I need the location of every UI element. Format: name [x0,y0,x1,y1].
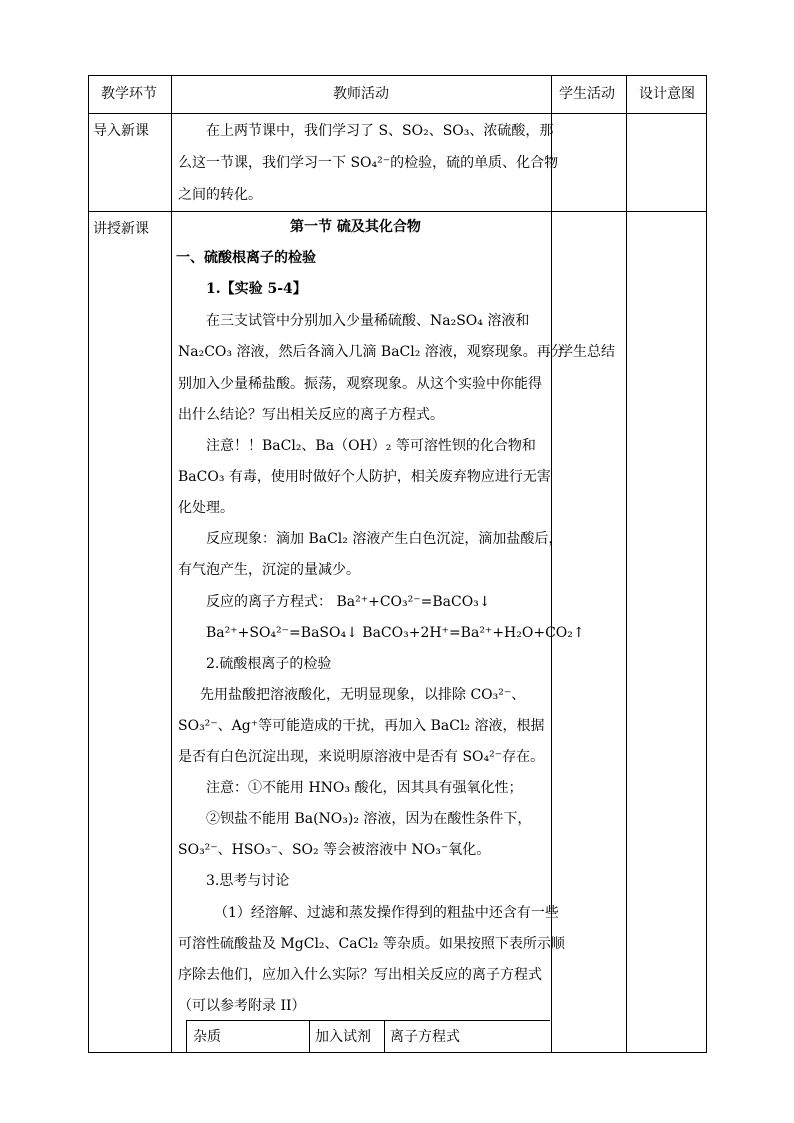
table-border-left [88,75,89,1053]
experiment-line-2: Na₂CO₃ 溶液，然后各滴入几滴 BaCl₂ 溶液，观察现象。再分 [178,344,565,360]
discussion-line-2: 可溶性硫酸盐及 MgCl₂、CaCl₂ 等杂质。如果按照下表所示顺 [178,936,565,952]
section-2-heading: 2.硫酸根离子的检验 [206,656,332,672]
intro-line-3: 之间的转化。 [178,187,262,203]
equation-line-1: 反应的离子方程式： Ba²⁺+CO₃²⁻=BaCO₃↓ [206,594,491,610]
intro-line-2: 么这一节课，我们学习一下 SO₄²⁻的检验，硫的单质、化合物 [178,155,559,171]
phenomenon-line-2: 有气泡产生，沉淀的量减少。 [178,562,360,578]
discussion-line-1: （1）经溶解、过滤和蒸发操作得到的粗盐中还含有一些 [214,905,559,921]
row2-stage: 讲授新课 [93,221,149,237]
lesson-title: 第一节 硫及其化合物 [290,219,421,235]
table-border-right [706,75,707,1053]
header-design-intent: 设计意图 [639,86,695,102]
intro-line-1: 在上两节课中，我们学习了 S、SO₂、SO₃、浓硫酸，那 [206,123,554,139]
header-stage: 教学环节 [101,86,157,102]
inner-header-reagent: 加入试剂 [315,1029,371,1045]
caution-line-1: 注意：①不能用 HNO₃ 酸化，因其具有强氧化性； [206,780,523,796]
table-row-divider-1 [88,113,707,114]
test-line-2: SO₃²⁻、Ag⁺等可能造成的干扰，再加入 BaCl₂ 溶液，根据 [178,718,545,734]
experiment-line-1: 在三支试管中分别加入少量稀硫酸、Na₂SO₄ 溶液和 [206,313,530,329]
header-teacher-activity: 教师活动 [333,86,389,102]
discussion-line-3: 序除去他们，应加入什么实际？写出相关反应的离子方程式 [178,967,542,983]
note-line-2: BaCO₃ 有毒，使用时做好个人防护，相关废弃物应进行无害 [178,469,551,485]
inner-header-ionic-equation: 离子方程式 [390,1029,460,1045]
row1-stage: 导入新课 [93,123,149,139]
table-border-bottom [88,1052,707,1053]
discussion-line-4: （可以参考附录 II） [178,998,306,1014]
inner-table-col-1 [309,1020,310,1052]
inner-table-col-2 [384,1020,385,1052]
experiment-line-3: 别加入少量稀盐酸。振荡，观察现象。从这个实验中你能得 [178,376,542,392]
test-line-1: 先用盐酸把溶液酸化，无明显现象，以排除 CO₃²⁻、 [200,687,526,703]
experiment-heading: 1.【实验 5-4】 [206,281,307,297]
inner-table-top [186,1020,550,1021]
header-student-activity: 学生活动 [559,86,615,102]
phenomenon-line-1: 反应现象：滴加 BaCl₂ 溶液产生白色沉淀，滴加盐酸后， [206,531,563,547]
caution-line-2: ②钡盐不能用 Ba(NO₃)₂ 溶液，因为在酸性条件下， [206,811,532,827]
table-border-top [88,75,707,76]
inner-header-impurity: 杂质 [193,1029,221,1045]
equation-line-2: Ba²⁺+SO₄²⁻=BaSO₄↓ BaCO₃+2H⁺=Ba²⁺+H₂O+CO₂↑ [206,625,585,641]
note-line-3: 化处理。 [178,500,234,516]
table-col-divider-3 [626,75,627,1053]
note-line-1: 注意！！BaCl₂、Ba（OH）₂ 等可溶性钡的化合物和 [206,438,536,454]
table-col-divider-1 [171,75,172,1053]
caution-line-3: SO₃²⁻、HSO₃⁻、SO₂ 等会被溶液中 NO₃⁻氧化。 [178,842,491,858]
row2-student-activity: 学生总结 [559,344,615,360]
experiment-line-4: 出什么结论？写出相关反应的离子方程式。 [178,407,444,423]
inner-table-left [186,1020,187,1052]
section-3-heading: 3.思考与讨论 [206,873,290,889]
table-row-divider-2 [88,211,707,212]
test-line-3: 是否有白色沉淀出现，来说明原溶液中是否有 SO₄²⁻存在。 [178,749,545,765]
section-1-heading: 一、硫酸根离子的检验 [176,250,316,266]
